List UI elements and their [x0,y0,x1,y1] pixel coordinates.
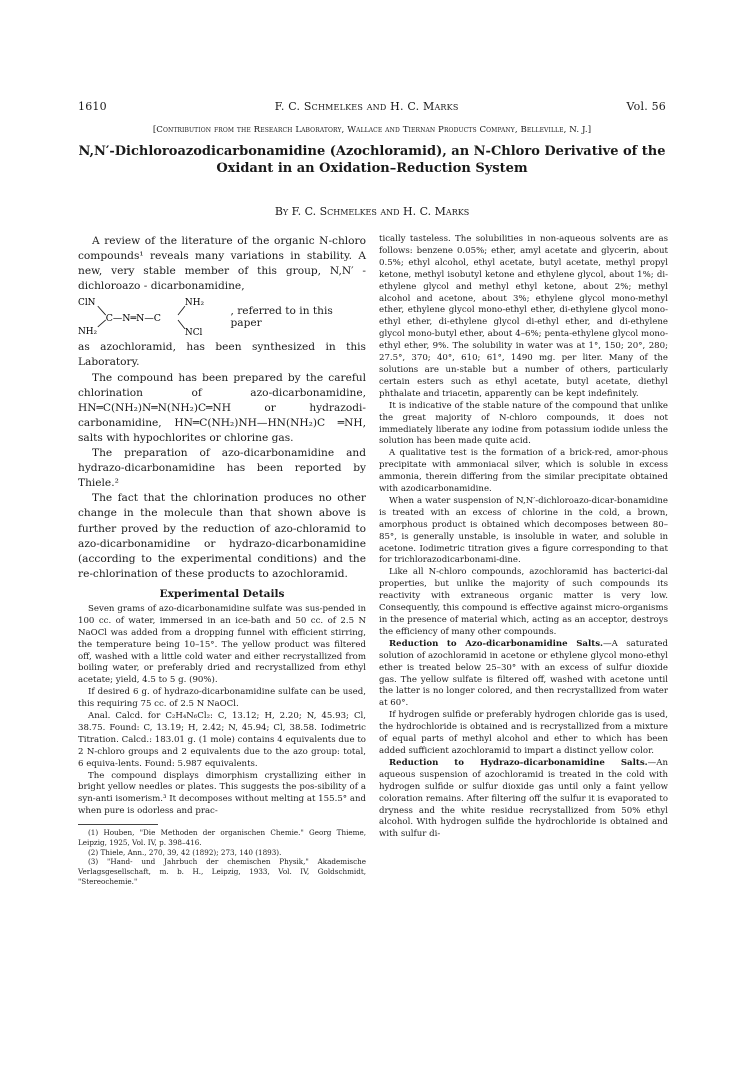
dimorphism-paragraph: The compound displays dimorphism crystallizing either in bright yellow needles or plates. This suggests the pos-sibility of a syn-anti isomerism.³ It decomposes without melting at 155.5° and when pure is odorless and prac- [78,770,366,817]
preparation-paragraph: The compound has been prepared by the careful chlorination of azo-dicarbonamidine, HN═C(NH₂)N═N(NH₂)C═NH or hydrazodi-carbonamidine, HN═C(NH₂)NH—HN(NH₂)C ═NH, salts with hypochlorites or chlorine gas. [78,371,366,444]
page-number: 1610 [78,100,107,113]
formula-trailing-text: , referred to in this paper [230,305,333,330]
analysis-paragraph: Anal. Calcd. for C₂H₄N₆Cl₂: C, 13.12; H, 2.20; N, 45.93; Cl, 38.75. Found: C, 13.19; H, 2.42; N, 45.94; Cl, 38.58. Iodimetric Titration. Calcd.: 183.01 g. (1 mole) contains 4 equivalents due to 2 N-chloro groups and 2 equivalents due to the azo group: total, 6 equiva-lents. Found: 5.987 equivalents. [78,711,366,769]
intro-paragraph-continued: as azochloramid, has been synthesized in this Laboratory. [78,341,366,369]
footnote-rule [78,824,158,825]
footnote-1: (1) Houben, "Die Methoden der organischen Chemie." Georg Thieme, Leipzig, 1925, Vol. IV, p. 398–416. [78,828,366,847]
experimental-paragraph-1: Seven grams of azo-dicarbonamidine sulfate was sus-pended in 100 cc. of water, immersed in an ice-bath and 50 cc. of 2.5 N NaOCl was added from a dropping funnel with efficient stirring, the temperature being 10–15°. The yellow product was filtered off, washed with a little cold water and either recrystallized from boiling water, or preferably dried and recrystallized from ethyl acetate; yield, 4.5 to 5 g. (90%). [78,603,366,686]
title-line-1: N,N′-Dichloroazodicarbonamidine (Azochloramid), an N-Chloro Derivative of the [78,144,666,159]
chlorination-paragraph: The fact that the chlorination produces no other change in the molecule than that shown above is further proved by the reduction of azo-chloramid to azo-dicarbonamidine or hydrazo-dicarbonamidine (according to the experimental conditions) and the re-chlorination of these products to azochloramid. [78,492,366,580]
formula-nh2-left: NH₂ [78,327,98,338]
chlorine-excess-paragraph: When a water suspension of N,N′-dichloroazo-dicar-bonamidine is treated with an excess of chlorine in the cold, a brown, amorphous product is obtained which decomposes between 80–85°, is generally unstable, is insoluble in water, and soluble in acetone. Iodimetric titration gives a figure corresponding to that for trichlorazodicarbonami-dine. [379,495,668,566]
stability-paragraph: It is indicative of the stable nature of the compound that unlike the great majority of N-chloro compounds, it does not immediately liberate any iodine from potassium iodide unless the solution has been made quite acid. [379,400,668,447]
bond-upper-left [98,306,106,315]
qualitative-test-paragraph: A qualitative test is the formation of a brick-red, amor-phous precipitate with ammoniacal silver, which is soluble in excess ammonia, therein differing from the similar precipitate obtained with azodicarbonamidine. [379,448,668,495]
title-line-2: Oxidant in an Oxidation–Reduction System [216,161,528,176]
article-title [78,143,666,177]
bond-upper-right [178,306,185,315]
solubility-paragraph: tically tasteless. The solubilities in non-aqueous solvents are as follows: benzene 0.05%; ether, amyl acetate and glycerin, about 0.5%; ethyl alcohol, ethyl acetate, butyl acetate, methyl propyl ketone, methyl isobutyl ketone and ethylene glycol, about 1%; di-ethylene glycol and methyl ethyl ketone, about 2%; methyl alcohol and acetone, about 3%; ethylene glycol mono-methyl ether, ethylene glycol mono-ethyl ether, di-ethylene glycol mono-ethyl ether, di-ethylene glycol di-ethyl ether, and di-ethylene glycol mono-butyl ether, about 4–6%; penta-ethylene glycol mono-ethyl ether, 9%. The solubility in water was at 1°, 150; 20°, 280; 27.5°, 370; 40°, 610; 61°, 1490 mg. per liter. Many of the solutions are un-stable but a number of others, particularly certain esters such as ethyl acetate, butyl acetate, diethyl phthalate and triacetin, apparently can be kept indefinitely. [379,234,668,399]
hydrazo-reduction-paragraph [379,758,668,841]
azo-reduction-paragraph [379,639,668,710]
thiele-paragraph: The preparation of azo-dicarbonamidine and hydrazo-dicarbonamidine has been reported by Thiele.² [78,447,366,490]
bactericidal-paragraph: Like all N-chloro compounds, azochloramid has bacterici-dal properties, but unlike the majority of such compounds its reactivity with extraneous organic matter is very low. Consequently, this compound is effective against micro-organisms in the presence of material which, acting as an acceptor, destroys the efficiency of many other compounds. [379,567,668,637]
structural-formula [78,294,366,340]
running-head-authors: F. C. Schmelkes and H. C. Marks [274,100,459,113]
formula-chain: C—N═N—C [105,313,161,325]
azo-reduction-heading: Reduction to Azo-dicarbonamidine Salts. [389,638,604,649]
bond-lower-left [98,320,106,327]
formula-ncl: NCl [184,328,203,339]
formula-cln: ClN [78,298,96,309]
right-column [379,234,668,841]
byline: By F. C. Schmelkes and H. C. Marks [274,205,470,218]
footnote-3: (3) "Hand- und Jahrbuch der chemischen Physik," Akademische Verlagsgesellschaft, m. b. H., Leipzig, 1933, Vol. IV, Goldschmidt, "Stereochemie." [78,857,366,886]
running-head [78,100,666,113]
intro-paragraph: A review of the literature of the organic N-chloro compounds¹ reveals many variations in stability. A new, very stable member of this group, N,N′ - dichloroazo - dicarbonamidine, [78,235,366,293]
volume-number: Vol. 56 [626,100,666,113]
bond-lower-right [178,320,185,329]
hydrazo-reduction-heading: Reduction to Hydrazo-dicarbonamidine Salts. [389,757,648,768]
contribution-line: [Contribution from the Research Laboratory, Wallace and Tiernan Products Company, Belleville, N. J.] [152,125,592,135]
azo-reduction-text: —A saturated solution of azochloramid in acetone or ethylene glycol mono-ethyl ether is treated below 25–30° with an excess of sulfur dioxide gas. The yellow sulfate is filtered off, washed with acetone until the latter is no longer colored, and then recrystallized from water at 60°. [379,638,668,709]
left-column [78,234,366,886]
hydrazo-reduction-text: —An aqueous suspension of azochloramid is treated in the cold with hydrogen sulfide or sulfur dioxide gas until only a faint yellow coloration remains. After filtering off the sulfur it is evaporated to dryness and the white residue recrystallized from 50% ethyl alcohol. With hydrogen sulfide the hydrochloride is obtained and with sulfur di- [379,757,668,840]
footnote-2: (2) Thiele, Ann., 270, 39, 42 (1892); 273, 140 (1893). [88,847,282,857]
hydrochloride-paragraph: If hydrogen sulfide or preferably hydrogen chloride gas is used, the hydrochloride is obtained and is recrystallized from a mixture of equal parts of methyl alcohol and ether to which has been added sufficient azochloramid to impart a distinct yellow color. [379,710,668,756]
section-heading: Experimental Details [159,587,285,600]
azochloramid-structure [78,294,227,340]
formula-nh2-right: NH₂ [184,298,205,309]
experimental-paragraph-2: If desired 6 g. of hydrazo-dicarbonamidine sulfate can be used, this requiring 75 cc. of 2.5 N NaOCl. [78,687,366,710]
